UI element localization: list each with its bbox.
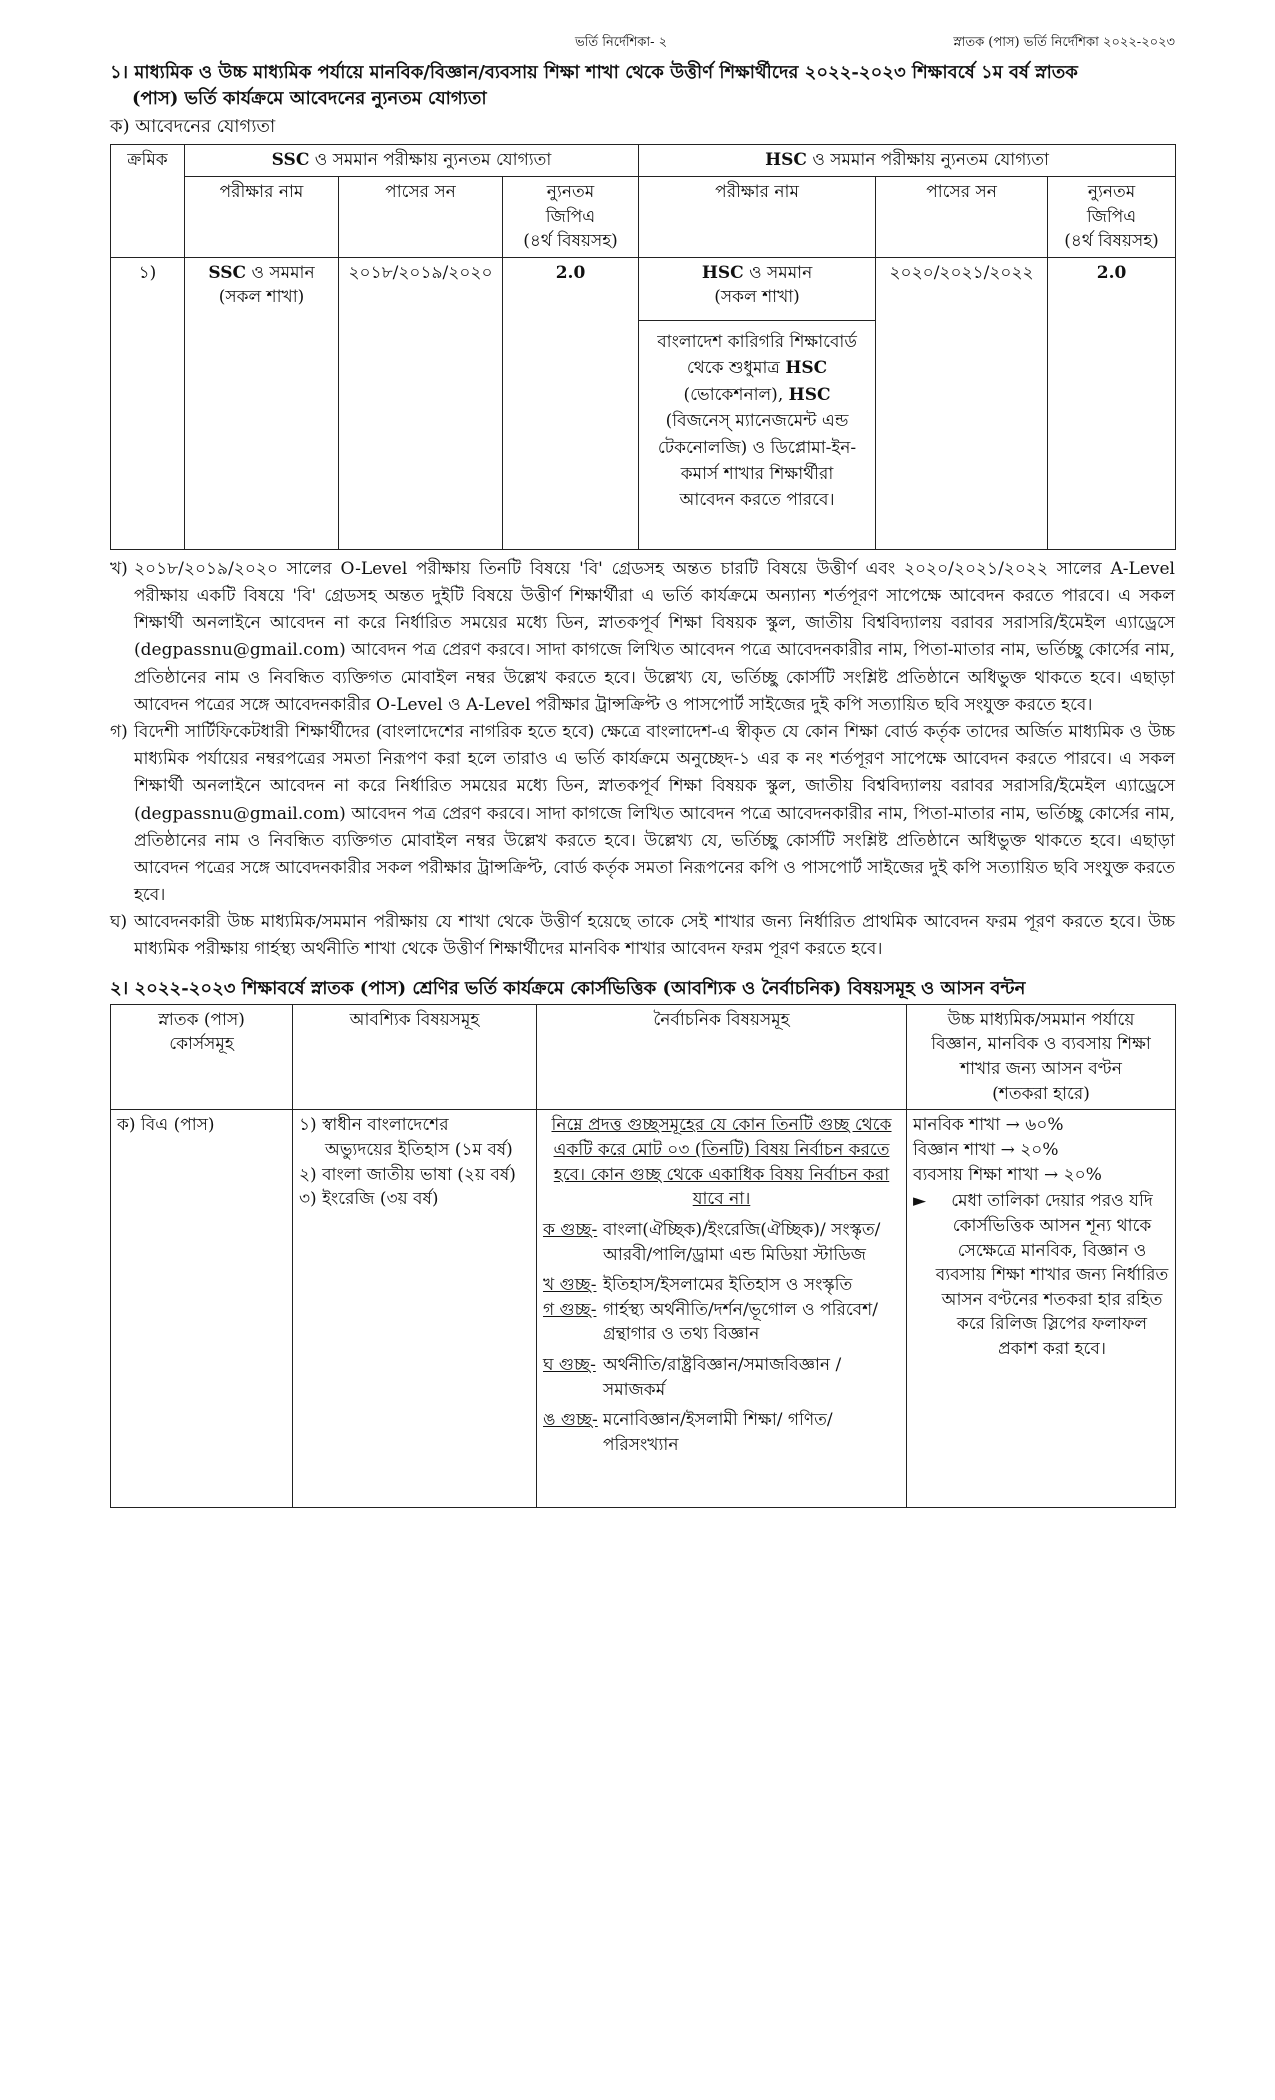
ssc-group-header-pre: SSC xyxy=(271,150,310,171)
ssc-exam-rest: ও সমমান xyxy=(251,262,315,283)
hsc-col-min-gpa-1: ন্যুনতম xyxy=(1087,181,1136,202)
group-umo-label: ঙ গুচ্ছ- xyxy=(543,1410,598,1431)
hsc-col-pass-year: পাসের সন xyxy=(876,176,1048,257)
hsc-note-7: টেকনোলজি) ও ডিপ্লোমা-ইন- xyxy=(657,437,857,458)
seat-allocation xyxy=(907,1110,1176,1508)
para-gha-marker: ঘ) xyxy=(110,912,128,933)
alloc-pct: ২০% xyxy=(1063,1164,1102,1185)
section1-heading xyxy=(110,60,1175,112)
group-ga-text: গার্হস্থ্য অর্থনীতি/দর্শন/ভূগোল ও পরিবেশ/ গ্রন্থাগার ও তথ্য বিজ্ঞান xyxy=(603,1299,878,1345)
para-kha-marker: খ) xyxy=(110,558,128,579)
ssc-col-exam-name: পরীক্ষার নাম xyxy=(185,176,339,257)
elective-subjects xyxy=(537,1110,907,1508)
ssc-group-header-post: ও সমমান পরীক্ষায় ন্যুনতম যোগ্যতা xyxy=(314,150,552,171)
ssc-col-min-gpa-1: ন্যুনতম xyxy=(546,181,595,202)
eligibility-table-group-header xyxy=(111,145,1176,177)
group-ka xyxy=(543,1218,900,1267)
para-ga-marker: গ) xyxy=(110,721,128,742)
group-kha xyxy=(543,1273,900,1298)
hsc-exam-bold: HSC xyxy=(701,262,744,283)
hsc-col-min-gpa-2: জিপিএ xyxy=(1086,206,1137,227)
alloc-row-humanities xyxy=(913,1113,1169,1138)
arrow-right-icon: → xyxy=(1043,1164,1059,1185)
alloc-row-science xyxy=(913,1138,1169,1163)
hsc-note-6: (বিজনেস্ ম্যানেজমেন্ট এন্ড xyxy=(665,411,849,432)
arrow-right-icon: → xyxy=(1000,1139,1015,1160)
hsc-note-2: থেকে শুধুমাত্র xyxy=(686,358,780,379)
alloc-note-text: মেধা তালিকা দেয়ার পরও যদি কোর্সভিত্তিক আসন শূন্য থাকে সেক্ষেত্রে মানবিক, বিজ্ঞান ও ব্যবসায় শিক্ষা শাখার জন্য নির্ধারিত আসন বণ্টনের শতকরা হার রহিত করে রিলিজ স্লিপের ফলাফল প্রকাশ করা হবে। xyxy=(935,1191,1169,1360)
h-alloc-2: বিজ্ঞান, মানবিক ও ব্যবসায় শিক্ষা xyxy=(931,1034,1151,1055)
para-gha xyxy=(110,909,1175,963)
group-ka-label: ক গুচ্ছ- xyxy=(543,1219,598,1240)
hsc-note-1: বাংলাদেশ কারিগরি শিক্ষাবোর্ড xyxy=(657,332,857,353)
pointer-triangle-icon: ► xyxy=(913,1191,927,1212)
alloc-note xyxy=(913,1189,1169,1361)
section1-sub-ka: ক) আবেদনের যোগ্যতা xyxy=(110,116,276,138)
alloc-branch: মানবিক শাখা xyxy=(913,1115,1001,1136)
alloc-branch: বিজ্ঞান শাখা xyxy=(913,1139,996,1160)
hsc-col-exam-name: পরীক্ষার নাম xyxy=(639,176,876,257)
h-alloc-4: (শতকরা হারে) xyxy=(992,1083,1090,1104)
hsc-col-min-gpa-3: (৪র্থ বিষয়সহ) xyxy=(1064,231,1159,252)
ssc-group-header xyxy=(185,145,639,177)
group-ga xyxy=(543,1298,900,1347)
compulsory-2: ২) বাংলা জাতীয় ভাষা (২য় বর্ষ) xyxy=(299,1164,516,1185)
table-row xyxy=(111,257,1176,549)
hsc-note-4: (ভোকেশনাল), xyxy=(683,384,784,405)
section1-heading-line2: (পাস) ভর্তি কার্যক্রমে আবেদনের ন্যুনতম যোগ্যতা xyxy=(132,88,487,110)
para-kha xyxy=(110,556,1175,719)
alloc-pct: ২০% xyxy=(1020,1139,1059,1160)
group-kha-text: ইতিহাস/ইসলামের ইতিহাস ও সংস্কৃতি xyxy=(603,1275,853,1296)
h-compulsory: আবশ্যিক বিষয়সমূহ xyxy=(293,1004,537,1110)
ssc-col-min-gpa-2: জিপিএ xyxy=(545,206,596,227)
ssc-exam-bold: SSC xyxy=(208,262,247,283)
group-ka-text: বাংলা(ঐচ্ছিক)/ইংরেজি(ঐচ্ছিক)/ সংস্কৃত/আরবী/পালি/ড্রামা এন্ড মিডিয়া স্টাডিজ xyxy=(603,1219,881,1265)
group-kha-label: খ গুচ্ছ- xyxy=(543,1275,597,1296)
elective-intro: নিম্নে প্রদত্ত গুচ্ছসমূহের যে কোন তিনটি গুচ্ছ থেকে একটি করে মোট ০৩ (তিনটি) বিষয় নির্বাচন করতে হবে। কোন গুচ্ছ থেকে একাধিক বিষয় নির্বাচন করা যাবে না। xyxy=(551,1115,892,1210)
section2-heading: ২। ২০২২-২০২৩ শিক্ষাবর্ষে স্নাতক (পাস) শ্রেণির ভর্তি কার্যক্রমে কোর্সভিত্তিক (আবশ্যিক ও নৈর্বাচনিক) বিষয়সমূহ ও আসন বন্টন xyxy=(110,977,1026,999)
compulsory-3: ৩) ইংরেজি (৩য় বর্ষ) xyxy=(299,1189,439,1210)
arrow-right-icon: → xyxy=(1005,1115,1020,1136)
group-gha xyxy=(543,1353,900,1402)
hsc-exam-cell xyxy=(639,257,876,549)
para-kha-text: ২০১৮/২০১৯/২০২০ সালের O-Level পরীক্ষায় তিনটি বিষয়ে 'বি' গ্রেডসহ অন্তত চারটি বিষয়ে উত্তীর্ণ এবং ২০২০/২০২১/২০২২ সালের A-Level পরীক্ষায় একটি বিষয়ে 'বি' গ্রেডসহ অন্তত দুইটি বিষয়ে উত্তীর্ণ শিক্ষার্থীরা এ ভর্তি কার্যক্রমে অন্যান্য শর্তপূরণ সাপেক্ষে আবেদন করতে পারবে। এ সকল শিক্ষার্থী অনলাইনে আবেদন না করে নির্ধারিত সময়ের মধ্যে ডিন, স্নাতকপূর্ব শিক্ষা বিষয়ক স্কুল, জাতীয় বিশ্ববিদ্যালয় বরাবর সরাসরি/ইমেইল এ্যাড্রেসে (degpassnu@gmail.com) আবেদন পত্র প্রেরণ করবে। সাদা কাগজে লিখিত আবেদন পত্রে আবেদনকারীর নাম, পিতা-মাতার নাম, ভর্তিচ্ছু কোর্সের নাম, প্রতিষ্ঠানের নাম ও নিবন্ধিত ব্যক্তিগত মোবাইল নম্বর উল্লেখ করতে হবে। উল্লেখ্য যে, ভর্তিচ্ছু কোর্সটি সংশ্লিষ্ট প্রতিষ্ঠানে অধিভুক্ত থাকতে হবে। এছাড়া আবেদন পত্রের সঙ্গে আবেদনকারীর O-Level ও A-Level পরীক্ষার ট্রান্সক্রিপ্ট ও পাসপোর্ট সাইজের দুই কপি সত্যায়িত ছবি সংযুক্ত করতে হবে। xyxy=(134,558,1175,715)
col-serial: ক্রমিক xyxy=(111,145,185,258)
ssc-col-min-gpa-3: (৪র্থ বিষয়সহ) xyxy=(523,231,618,252)
hsc-note-5: HSC xyxy=(788,384,831,405)
h-course-1: স্নাতক (পাস) xyxy=(158,1009,245,1030)
h-course xyxy=(111,1004,293,1110)
running-head-center: ভর্তি নির্দেশিকা- ২ xyxy=(575,35,668,50)
course-subject-table xyxy=(110,1004,1176,1509)
ssc-col-min-gpa xyxy=(503,176,639,257)
compulsory-1: ১) স্বাধীন বাংলাদেশের xyxy=(299,1115,449,1136)
ssc-col-pass-year: পাসের সন xyxy=(339,176,503,257)
para-ga-text: বিদেশী সার্টিফিকেটধারী শিক্ষার্থীদের (বাংলাদেশের নাগরিক হতে হবে) ক্ষেত্রে বাংলাদেশ-এ স্বীকৃত যে কোন শিক্ষা বোর্ড কর্তৃক তাদের অর্জিত মাধ্যমিক ও উচ্চ মাধ্যমিক পর্যায়ের নম্বরপত্রের সমতা নিরূপণ করা হলে তারাও এ ভর্তি কার্যক্রমে অনুচ্ছেদ-১ এর ক নং শর্তপূরণ সাপেক্ষে আবেদন করতে পারবে। এ সকল শিক্ষার্থী অনলাইনে আবেদন না করে নির্ধারিত সময়ের মধ্যে ডিন, স্নাতকপূর্ব শিক্ষা বিষয়ক স্কুল, জাতীয় বিশ্ববিদ্যালয় বরাবর সরাসরি/ইমেইল এ্যাড্রেসে (degpassnu@gmail.com) আবেদন পত্র প্রেরণ করবে। সাদা কাগজে লিখিত আবেদন পত্রে আবেদনকারীর নাম, পিতা-মাতার নাম, ভর্তিচ্ছু কোর্সের নাম, প্রতিষ্ঠানের নাম ও নিবন্ধিত ব্যক্তিগত মোবাইল নম্বর উল্লেখ করতে হবে। উল্লেখ্য যে, ভর্তিচ্ছু কোর্সটি সংশ্লিষ্ট প্রতিষ্ঠানে অধিভুক্ত থাকতে হবে। এছাড়া আবেদন পত্রের সঙ্গে আবেদনকারীর সকল পরীক্ষার ট্রান্সক্রিপ্ট, বোর্ড কর্তৃক সমতা নিরূপনের কপি ও পাসপোর্ট সাইজের দুই কপি সত্যায়িত ছবি সংযুক্ত করতে হবে। xyxy=(134,721,1175,906)
hsc-group-header xyxy=(639,145,1176,177)
hsc-col-min-gpa xyxy=(1048,176,1176,257)
ssc-years: ২০১৮/২০১৯/২০২০ xyxy=(339,257,503,549)
group-gha-text: অর্থনীতি/রাষ্ট্রবিজ্ঞান/সমাজবিজ্ঞান /সমাজকর্ম xyxy=(603,1355,842,1400)
group-ga-label: গ গুচ্ছ- xyxy=(543,1299,597,1320)
group-umo-text: মনোবিজ্ঞান/ইসলামী শিক্ষা/ গণিত/পরিসংখ্যান xyxy=(603,1410,833,1455)
group-umo xyxy=(543,1408,900,1457)
alloc-row-business xyxy=(913,1163,1169,1188)
compulsory-1b: অভ্যুদয়ের ইতিহাস (১ম বর্ষ) xyxy=(325,1139,513,1160)
h-course-2: কোর্সসমূহ xyxy=(169,1034,234,1055)
hsc-gpa: 2.0 xyxy=(1048,257,1176,549)
para-ga xyxy=(110,719,1175,909)
h-elective: নৈর্বাচনিক বিষয়সমূহ xyxy=(537,1004,907,1110)
row-serial: ১) xyxy=(111,257,185,549)
ssc-gpa: 2.0 xyxy=(503,257,639,549)
running-head xyxy=(110,30,1175,58)
course-name: ক) বিএ (পাস) xyxy=(111,1110,293,1508)
para-gha-text: আবেদনকারী উচ্চ মাধ্যমিক/সমমান পরীক্ষায় যে শাখা থেকে উত্তীর্ণ হয়েছে তাকে সেই শাখার জন্য নির্ধারিত প্রাথমিক আবেদন ফরম পূরণ করতে হবে। উচ্চ মাধ্যমিক পরীক্ষায় গার্হস্থ্য অর্থনীতি শাখা থেকে উত্তীর্ণ শিক্ষার্থীদের মানবিক শাখার আবেদন ফরম পূরণ করতে হবে। xyxy=(134,912,1175,960)
alloc-branch: ব্যবসায় শিক্ষা শাখা xyxy=(913,1164,1039,1185)
hsc-note-9: আবেদন করতে পারবে। xyxy=(679,490,835,511)
hsc-group-header-post: ও সমমান পরীক্ষায় ন্যুনতম যোগ্যতা xyxy=(812,150,1049,171)
eligibility-table xyxy=(110,144,1176,550)
ssc-exam-cell xyxy=(185,257,339,549)
ssc-exam-sub: (সকল শাখা) xyxy=(218,287,305,308)
hsc-note-3: HSC xyxy=(785,358,828,379)
compulsory-subjects xyxy=(293,1110,537,1508)
course-table-header xyxy=(111,1004,1176,1110)
document-page xyxy=(110,30,1175,1508)
hsc-exam-sub: (সকল শাখা) xyxy=(714,287,800,308)
h-alloc-1: উচ্চ মাধ্যমিক/সমমান পর্যায়ে xyxy=(947,1009,1135,1030)
hsc-exam-rest: ও সমমান xyxy=(749,262,813,283)
hsc-group-header-pre: HSC xyxy=(765,150,807,171)
hsc-technical-note xyxy=(639,321,875,521)
section1-heading-line1: ১। মাধ্যমিক ও উচ্চ মাধ্যমিক পর্যায়ে মানবিক/বিজ্ঞান/ব্যবসায় শিক্ষা শাখা থেকে উত্তীর্ণ শিক্ষার্থীদের ২০২২-২০২৩ শিক্ষাবর্ষে ১ম বর্ষ স্নাতক xyxy=(110,62,1078,83)
running-head-right: স্নাতক (পাস) ভর্তি নির্দেশিকা ২০২২-২০২৩ xyxy=(953,35,1175,50)
eligibility-table-col-header xyxy=(111,176,1176,257)
group-gha-label: ঘ গুচ্ছ- xyxy=(543,1355,596,1376)
hsc-note-8: কমার্স শাখার শিক্ষার্থীরা xyxy=(680,463,834,484)
h-alloc-3: শাখার জন্য আসন বণ্টন xyxy=(960,1059,1122,1080)
hsc-years: ২০২০/২০২১/২০২২ xyxy=(876,257,1048,549)
table-row xyxy=(111,1110,1176,1508)
alloc-pct: ৬০% xyxy=(1025,1115,1064,1136)
h-allocation xyxy=(907,1004,1176,1110)
